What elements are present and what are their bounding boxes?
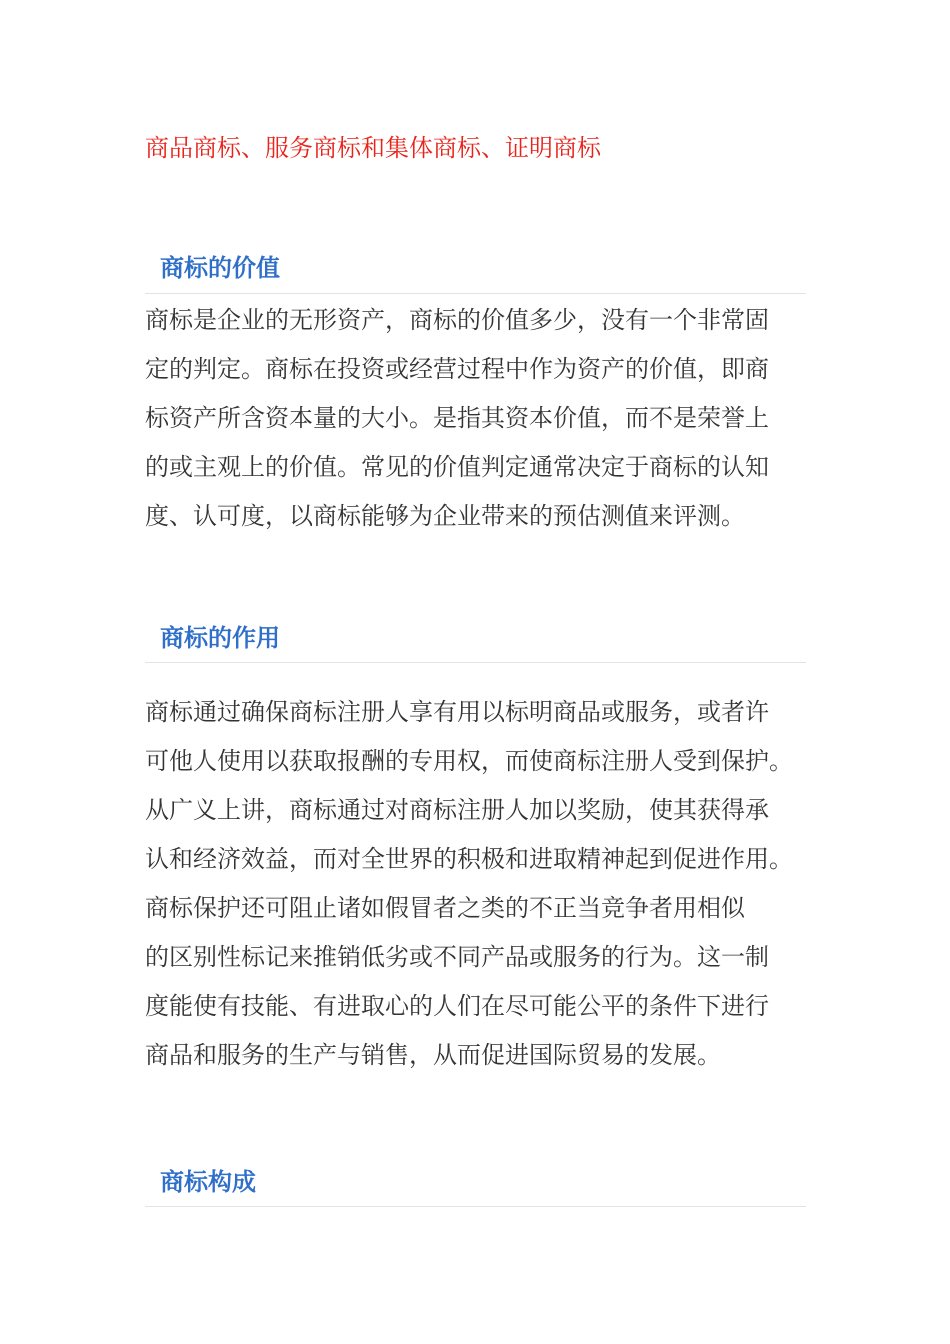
- paragraph-line: 商标保护还可阻止诸如假冒者之类的不正当竞争者用相似: [145, 894, 745, 922]
- paragraph-line: 商标通过确保商标注册人享有用以标明商品或服务，或者许: [145, 698, 769, 726]
- paragraph-line: 的或主观上的价值。常见的价值判定通常决定于商标的认知: [145, 453, 769, 481]
- section-heading-value: 商标的价值: [160, 254, 280, 282]
- paragraph-line: 的区别性标记来推销低劣或不同产品或服务的行为。这一制: [145, 943, 769, 971]
- paragraph-line: 商品和服务的生产与销售，从而促进国际贸易的发展。: [145, 1041, 721, 1069]
- section-divider: [145, 293, 806, 294]
- section-heading-composition: 商标构成: [160, 1168, 256, 1196]
- section-paragraph-value: [145, 296, 845, 541]
- paragraph-line: 从广义上讲，商标通过对商标注册人加以奖励，使其获得承: [145, 796, 769, 824]
- section-heading-function: 商标的作用: [160, 624, 280, 652]
- paragraph-line: 标资产所含资本量的大小。是指其资本价值，而不是荣誉上: [145, 404, 769, 432]
- paragraph-line: 可他人使用以获取报酬的专用权，而使商标注册人受到保护。: [145, 747, 793, 775]
- paragraph-line: 认和经济效益，而对全世界的积极和进取精神起到促进作用。: [145, 845, 793, 873]
- section-divider: [145, 662, 806, 663]
- paragraph-line: 商标是企业的无形资产，商标的价值多少，没有一个非常固: [145, 306, 769, 334]
- paragraph-line: 定的判定。商标在投资或经营过程中作为资产的价值，即商: [145, 355, 769, 383]
- section-divider: [145, 1206, 806, 1207]
- paragraph-line: 度、认可度，以商标能够为企业带来的预估测值来评测。: [145, 502, 745, 530]
- article-link-title[interactable]: 商品商标、服务商标和集体商标、证明商标: [145, 134, 601, 162]
- section-paragraph-function: [145, 688, 845, 1080]
- paragraph-line: 度能使有技能、有进取心的人们在尽可能公平的条件下进行: [145, 992, 769, 1020]
